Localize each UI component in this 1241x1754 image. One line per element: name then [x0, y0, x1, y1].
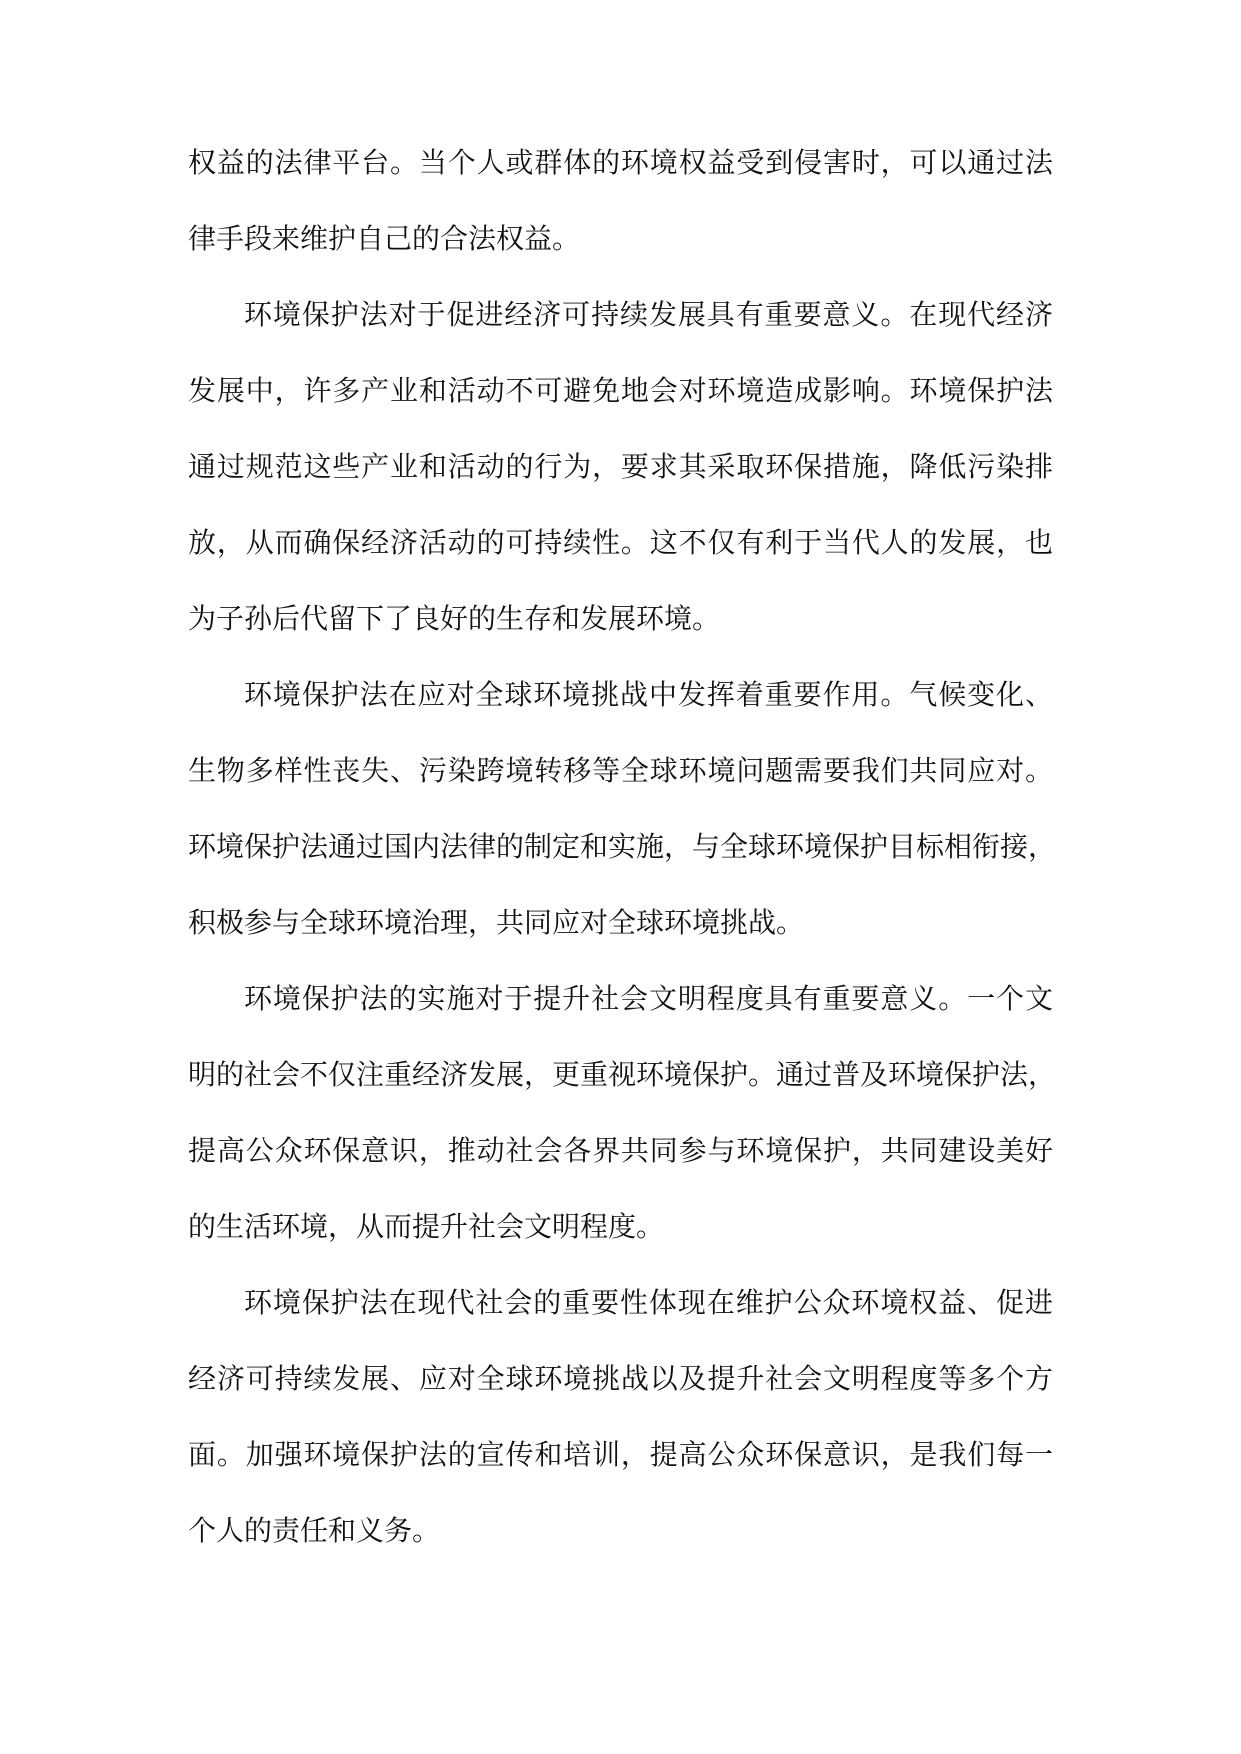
- paragraph-2-line-2: 发展中，许多产业和活动不可避免地会对环境造成影响。环境保护法: [188, 374, 1053, 407]
- paragraph-5-line-2: 经济可持续发展、应对全球环境挑战以及提升社会文明程度等多个方: [188, 1362, 1053, 1395]
- paragraph-3-line-2: 生物多样性丧失、污染跨境转移等全球环境问题需要我们共同应对。: [188, 754, 1053, 787]
- paragraph-4-line-4: 的生活环境，从而提升社会文明程度。: [188, 1210, 665, 1243]
- paragraph-4-line-3: 提高公众环保意识，推动社会各界共同参与环境保护，共同建设美好: [188, 1134, 1053, 1167]
- paragraph-3-line-3: 环境保护法通过国内法律的制定和实施，与全球环境保护目标相衔接，: [188, 830, 1057, 863]
- paragraph-4-line-2: 明的社会不仅注重经济发展，更重视环境保护。通过普及环境保护法，: [188, 1058, 1057, 1091]
- paragraph-3-line-1: 环境保护法在应对全球环境挑战中发挥着重要作用。气候变化、: [244, 678, 1053, 711]
- paragraph-2-line-1: 环境保护法对于促进经济可持续发展具有重要意义。在现代经济: [244, 298, 1053, 331]
- paragraph-2-line-3: 通过规范这些产业和活动的行为，要求其采取环保措施，降低污染排: [188, 450, 1053, 483]
- paragraph-2-line-4: 放，从而确保经济活动的可持续性。这不仅有利于当代人的发展，也: [188, 526, 1053, 559]
- paragraph-5-line-3: 面。加强环境保护法的宣传和培训，提高公众环保意识，是我们每一: [188, 1438, 1053, 1471]
- paragraph-5-line-4: 个人的责任和义务。: [188, 1514, 441, 1547]
- document-body: [188, 144, 1057, 1588]
- paragraph-3-line-4: 积极参与全球环境治理，共同应对全球环境挑战。: [188, 906, 805, 939]
- paragraph-1-line-1: 权益的法律平台。当个人或群体的环境权益受到侵害时，可以通过法: [188, 146, 1053, 179]
- paragraph-5-line-1: 环境保护法在现代社会的重要性体现在维护公众环境权益、促进: [244, 1286, 1053, 1319]
- paragraph-4-line-1: 环境保护法的实施对于提升社会文明程度具有重要意义。一个文: [244, 982, 1053, 1015]
- paragraph-2-line-5: 为子孙后代留下了良好的生存和发展环境。: [188, 602, 721, 635]
- paragraph-1-line-2: 律手段来维护自己的合法权益。: [188, 222, 581, 255]
